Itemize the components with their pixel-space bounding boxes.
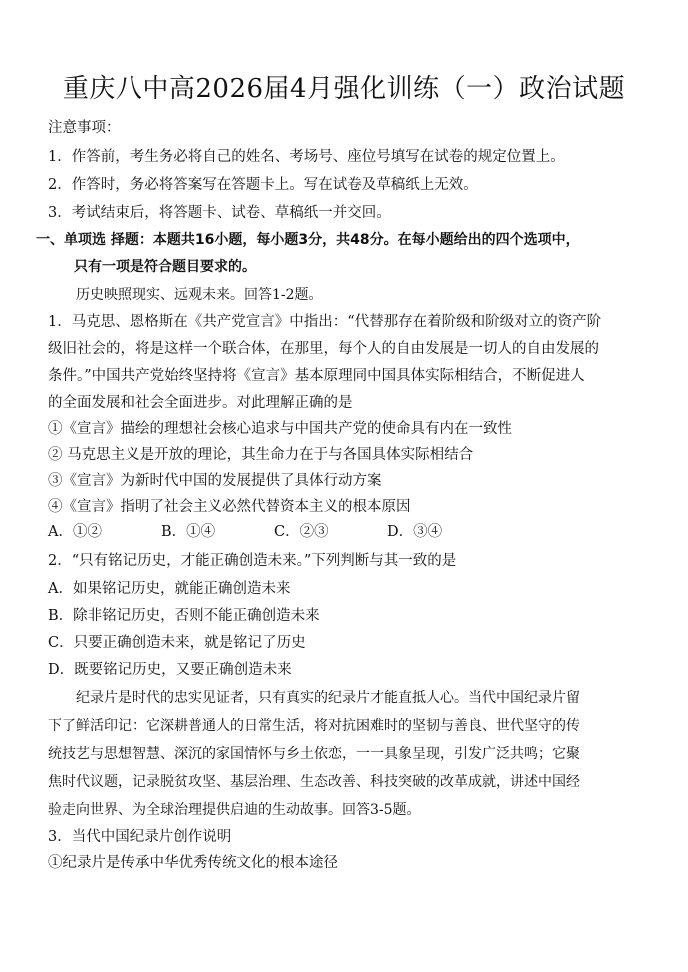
statement: ② 马克思主义是开放的理论，其生命力在于与各国具体实际相结合: [48, 447, 474, 463]
question-stem: 3．当代中国纪录片创作说明: [48, 829, 232, 845]
section-heading-cont: 只有一项是符合题目要求的。: [74, 259, 256, 275]
material-paragraph: 统技艺与思想智慧、深沉的家国情怀与乡土依恋，一一具象呈现，引发广泛共鸣；它聚: [48, 746, 580, 762]
question-stem: 2．“只有铭记历史，才能正确创造未来。”下列判断与其一致的是: [48, 553, 457, 569]
option-b: B．①④: [161, 524, 216, 540]
option: D．既要铭记历史，又要正确创造未来: [48, 662, 292, 678]
option-c: C．②③: [274, 524, 329, 540]
material-paragraph: 下了鲜活印记：它深耕普通人的日常生活，将对抗困难时的坚韧与善良、世代坚守的传: [48, 718, 580, 734]
material-paragraph: 纪录片是时代的忠实见证者，只有真实的纪录片才能直抵人心。当代中国纪录片留: [76, 690, 580, 706]
question-stem: 1．马克思、恩格斯在《共产党宣言》中指出：“代替那存在着阶级和阶级对立的资产阶: [48, 314, 602, 330]
material-paragraph: 焦时代议题，记录脱贫攻坚、基层治理、生态改善、科技突破的改革成就，讲述中国经: [48, 774, 580, 790]
question-stem: 条件。”中国共产党始终坚持将《宣言》基本原理同中国具体实际相结合，不断促进人: [48, 368, 585, 384]
statement: ④《宣言》指明了社会主义必然代替资本主义的根本原因: [48, 499, 411, 515]
question-stem: 级旧社会的，将是这样一个联合体，在那里，每个人的自由发展是一切人的自由发展的: [48, 341, 599, 357]
notice-item: 1．作答前，考生务必将自己的姓名、考场号、座位号填写在试卷的规定位置上。: [48, 149, 565, 165]
notice-item: 3．考试结束后，将答题卡、试卷、草稿纸一并交回。: [48, 205, 391, 221]
option: A．如果铭记历史，就能正确创造未来: [48, 581, 291, 597]
statement: ①纪录片是传承中华优秀传统文化的根本途径: [48, 855, 338, 871]
statement: ③《宣言》为新时代中国的发展提供了具体行动方案: [48, 473, 382, 489]
option-a: A．①②: [48, 524, 102, 540]
page-title: 重庆八中高2026届4月强化训练（一）政治试题: [62, 74, 626, 104]
option: B．除非铭记历史，否则不能正确创造未来: [48, 608, 320, 624]
notice-item: 2．作答时，务必将答案写在答题卡上。写在试卷及草稿纸上无效。: [48, 177, 478, 193]
material-intro: 历史映照现实、远观未来。回答1-2题。: [76, 287, 323, 303]
question-stem: 的全面发展和社会全面进步。对此理解正确的是: [48, 395, 353, 411]
section-heading: 一、单项选 择题：本题共16小题，每小题3分，共48分。在每小题给出的四个选项中，: [36, 232, 580, 248]
option-d: D．③④: [387, 524, 443, 540]
answer-options: [48, 522, 500, 542]
notice-heading: 注意事项：: [48, 120, 121, 136]
statement: ①《宣言》描绘的理想社会核心追求与中国共产党的使命具有内在一致性: [48, 421, 512, 437]
option: C．只要正确创造未来，就是铭记了历史: [48, 635, 306, 651]
material-paragraph: 验走向世界、为全球治理提供启迪的生动故事。回答3-5题。: [48, 802, 421, 818]
